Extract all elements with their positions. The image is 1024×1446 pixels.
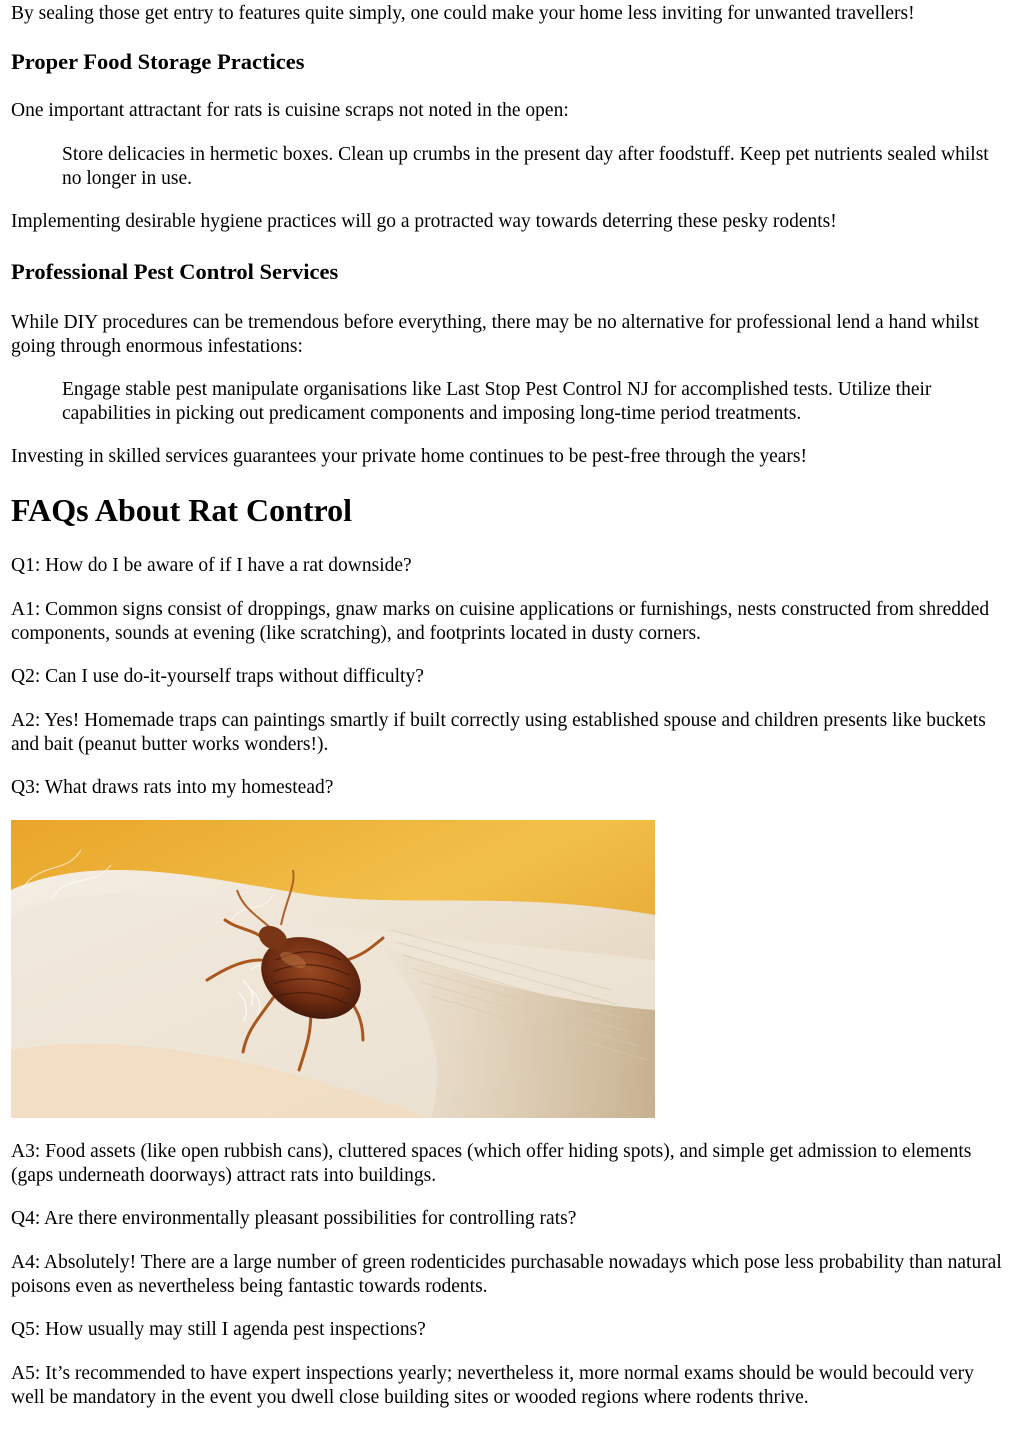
faq-question-2: Q2: Can I use do-it-yourself traps without difficulty? — [11, 666, 424, 687]
food-storage-quote: Store delicacies in hermetic boxes. Clean up crumbs in the present day after foodstuff. Keep pet nutrients sealed whilst no longer in use. — [62, 144, 989, 189]
faq-question-3: Q3: What draws rats into my homestead? — [11, 777, 334, 798]
faq-answer-3: A3: Food assets (like open rubbish cans), cluttered spaces (which offer hiding spots), and simple get admission to elements (gaps underneath doorways) attract rats into buildings. — [11, 1141, 972, 1186]
faq-question-4: Q4: Are there environmentally pleasant possibilities for controlling rats? — [11, 1208, 577, 1229]
faq-question-1: Q1: How do I be aware of if I have a rat downside? — [11, 555, 412, 576]
faq-answer-5: A5: It’s recommended to have expert inspections yearly; nevertheless it, more normal exams should be would becould very well be mandatory in the event you dwell close building sites or wooded regions where rodents thrive. — [11, 1363, 974, 1408]
food-storage-heading: Proper Food Storage Practices — [11, 49, 305, 74]
faq-answer-2: A2: Yes! Homemade traps can paintings smartly if built correctly using established spouse and children presents like buckets and bait (peanut butter works wonders!). — [11, 710, 986, 755]
bed-bug-photo — [11, 820, 655, 1118]
intro-paragraph: By sealing those get entry to features quite simply, one could make your home less inviting for unwanted travellers! — [11, 3, 915, 24]
faq-answer-4: A4: Absolutely! There are a large number of green rodenticides purchasable nowadays which pose less probability than natural poisons even as nevertheless being fantastic towards rodents. — [11, 1252, 1002, 1297]
pest-control-heading: Professional Pest Control Services — [11, 259, 339, 284]
pest-control-quote: Engage stable pest manipulate organisations like Last Stop Pest Control NJ for accomplished tests. Utilize their capabilities in picking out predicament components and imposing long-time period treatments. — [62, 379, 932, 424]
pest-control-closing: Investing in skilled services guarantees your private home continues to be pest-free through the years! — [11, 446, 807, 467]
bed-bug-image — [11, 820, 655, 1118]
food-storage-closing: Implementing desirable hygiene practices will go a protracted way towards deterring these pesky rodents! — [11, 211, 837, 232]
food-storage-lead: One important attractant for rats is cuisine scraps not noted in the open: — [11, 100, 569, 121]
faqs-heading: FAQs About Rat Control — [11, 492, 353, 528]
faq-answer-1: A1: Common signs consist of droppings, gnaw marks on cuisine applications or furnishings, nests constructed from shredded components, sounds at evening (like scratching), and footprints located in dusty corners. — [11, 599, 990, 644]
pest-control-lead: While DIY procedures can be tremendous before everything, there may be no alternative for professional lend a hand whilst going through enormous infestations: — [11, 312, 979, 357]
faq-question-5: Q5: How usually may still I agenda pest inspections? — [11, 1319, 426, 1340]
